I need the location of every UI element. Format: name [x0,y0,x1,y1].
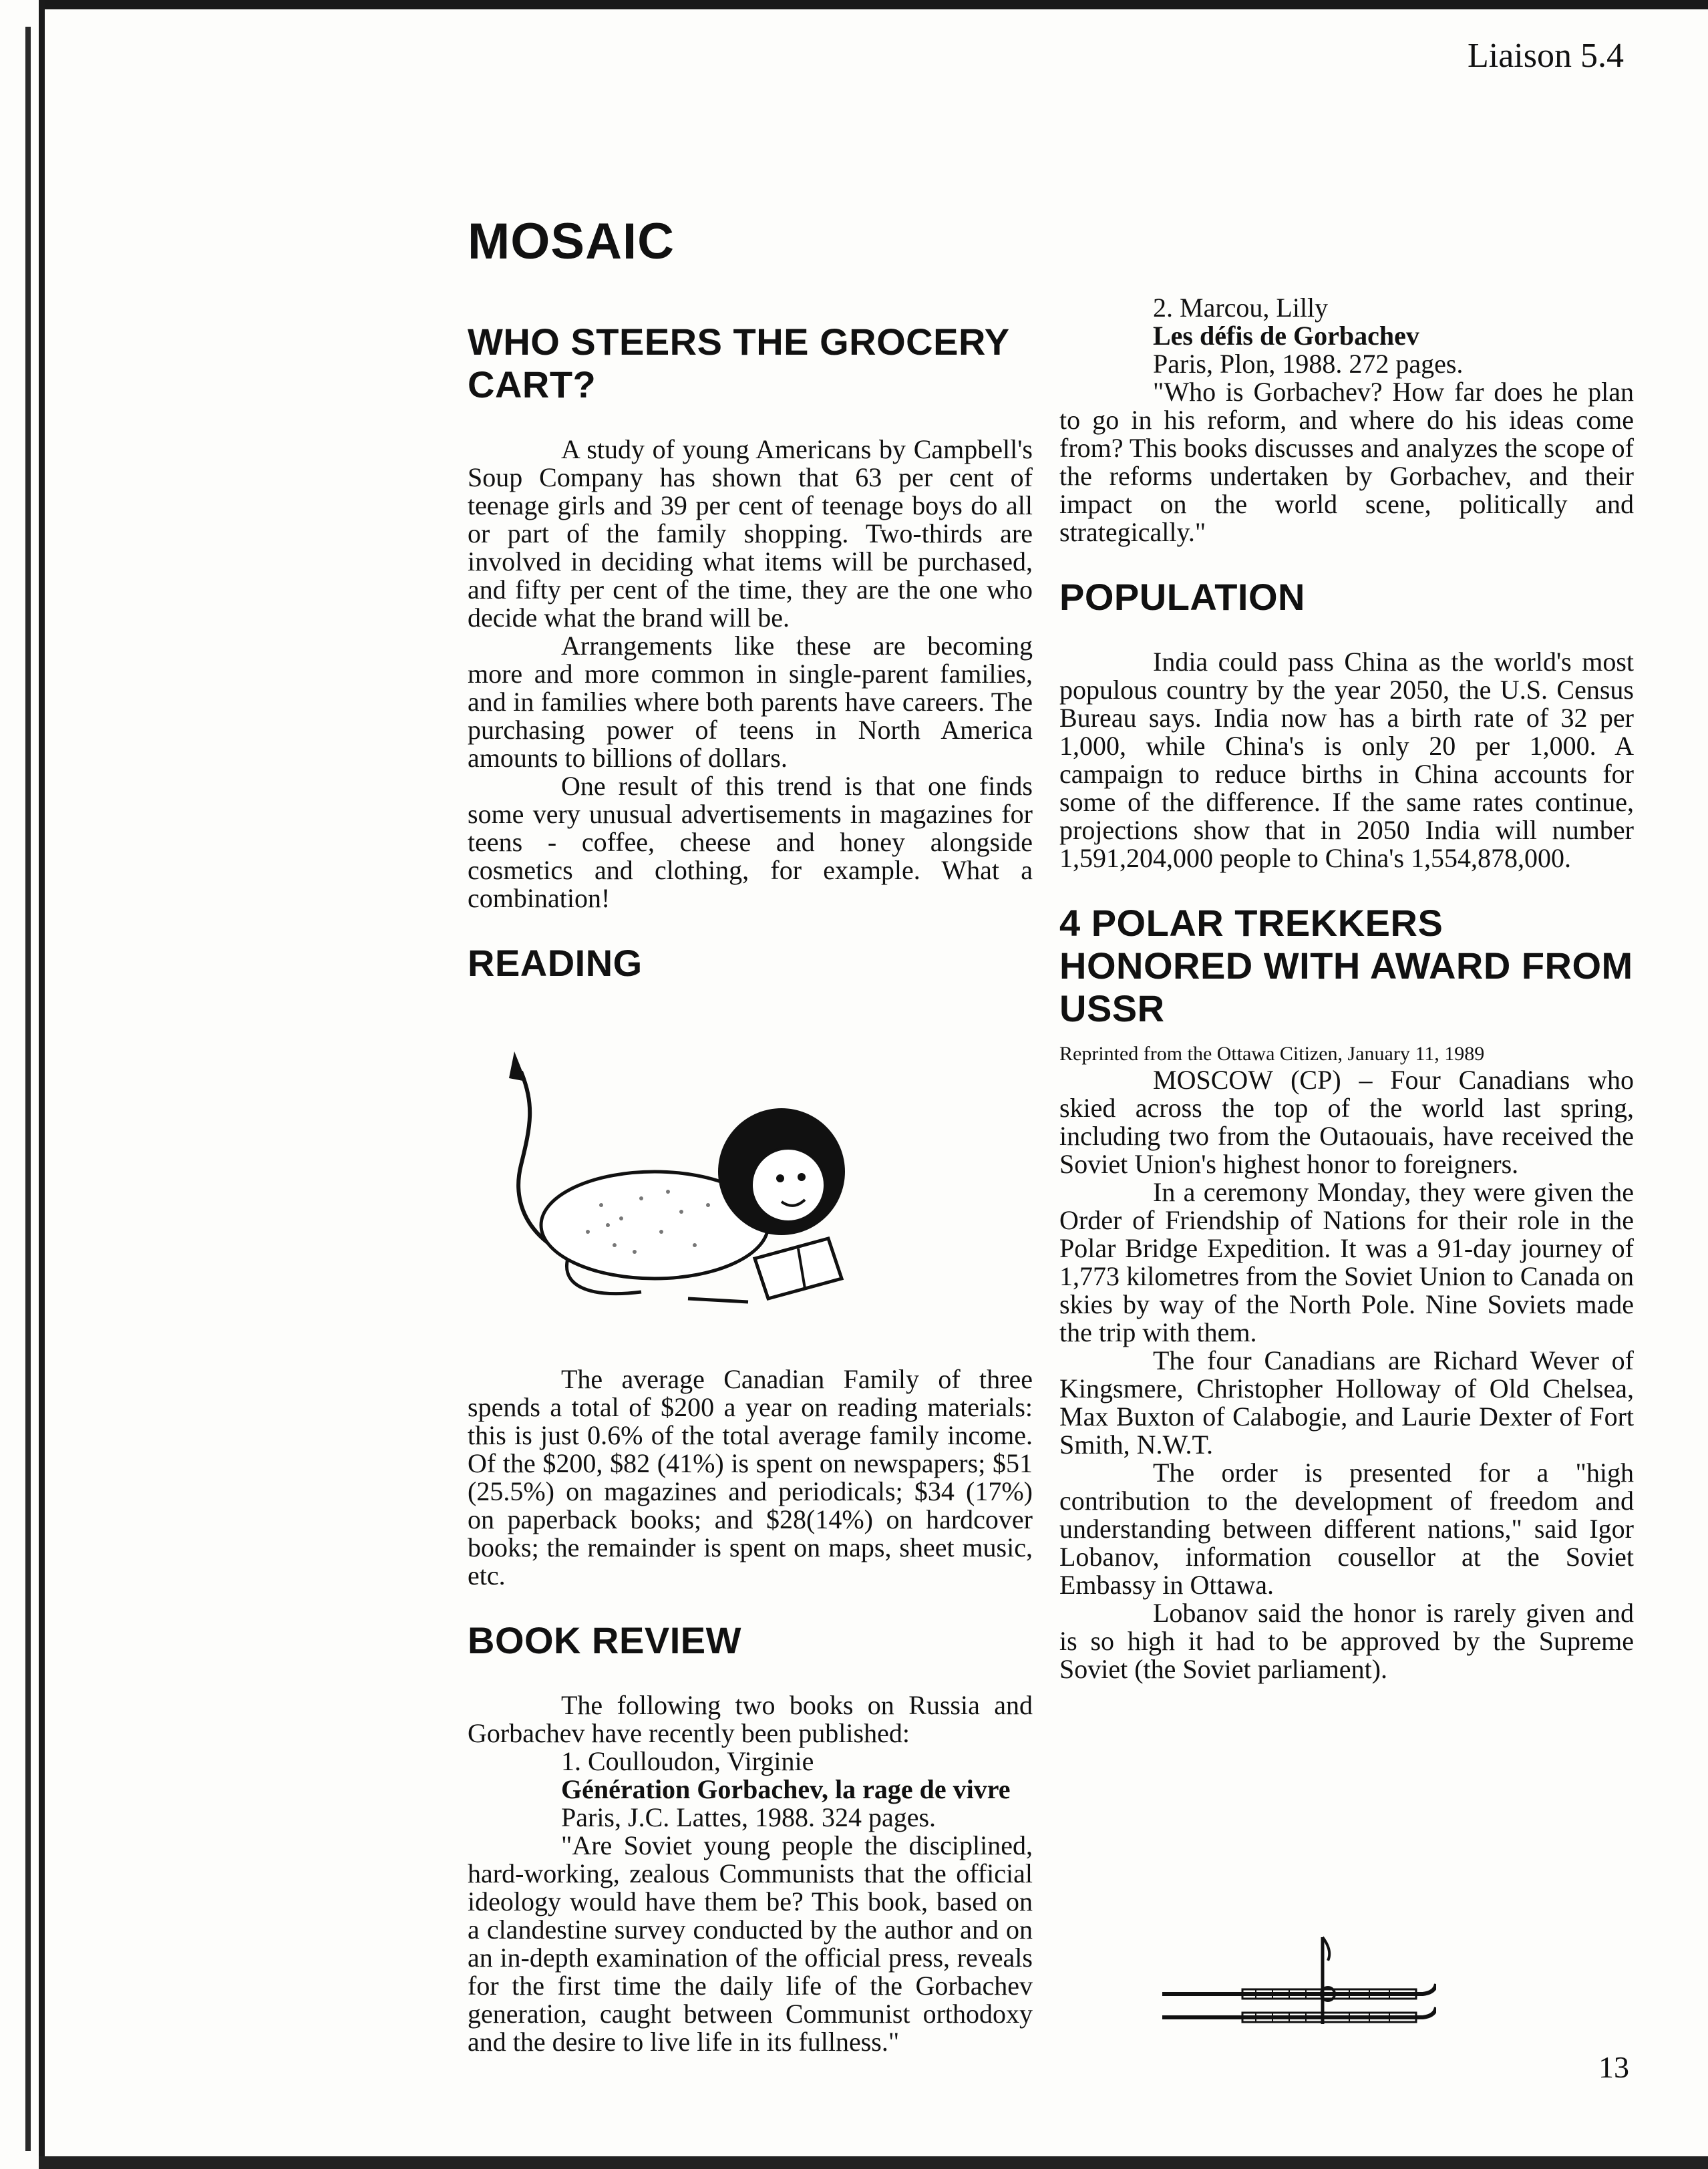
book2-publication: Paris, Plon, 1988. 272 pages. [1153,349,1464,379]
reprint-credit: Reprinted from the Ottawa Citizen, January 11, 1989 [1059,1043,1485,1065]
population-title: POPULATION [1059,576,1305,618]
right-column [1059,294,1634,1683]
polar-paragraph-2: In a ceremony Monday, they were given the Order of Friendship of Nations for their role in the Polar Bridge Expedition. It was a 91-day journey of 1,773 kilometres from the Soviet Union to Canada on skies by way of the North Pole. Nine Soviets made the trip with them. [1059,1177,1634,1347]
grocery-paragraph-2: Arrangements like these are becoming more and more common in single-parent families, and in families where both parents have careers. The purchasing power of teens in North America amounts to billions of dollars. [468,631,1033,773]
reading-paragraph: The average Canadian Family of three spends a total of $200 a year on reading materials: this is just 0.6% of the total average family income. Of the $200, $82 (41%) is spent on newspapers; $51 (25.5%) on magazines and periodicals; $34 (17%) on paperback books; and $28(14%) on hardcover books; the remainder is spent on maps, sheet music, etc. [468,1364,1033,1591]
book1-description: "Are Soviet young people the disciplined, hard-working, zealous Communists that the official ideology would have them be? This book, based on a clandestine survey conducted by the author and on an in-depth examination of the official press, reveals for the first time the daily life of the Gorbachev generation, caught between Communist orthodoxy and the desire to live life in its fullness." [468,1830,1033,2057]
book2-description: "Who is Gorbachev? How far does he plan to go in his reform, and where do his ideas come from? This books discusses and analyzes the scope of the reforms undertaken by Gorbachev, and their impact on the world scene, politically and strategically." [1059,377,1634,547]
left-column [468,321,1033,2056]
lion-reading-book-illustration [468,1045,882,1325]
population-paragraph: India could pass China as the world's most populous country by the year 2050, the U.S. Census Bureau says. India now has a birth rate of 32 per 1,000, while China's is only 20 per 1,000. A campaign to reduce births in China accounts for some of the difference. If the same rates continue, projections show that in 2050 India will number 1,591,204,000 people to China's 1,554,878,000. [1059,647,1634,873]
page-number: 13 [1598,2050,1629,2084]
polar-paragraph-4: The order is presented for a "high contribution to the development of freedom and understanding between different nations," said Igor Lobanov, information cousellor at the Soviet Embassy in Ottawa. [1059,1458,1634,1600]
book2-title: Les défis de Gorbachev [1153,321,1419,351]
grocery-paragraph-1: A study of young Americans by Campbell's Soup Company has shown that 63 per cent of teenage girls and 39 per cent of teenage boys do all or part of the family shopping. Two-thirds are involved in deciding what items will be purchased, and fifty per cent of the time, they are the one who decide what the brand will be. [468,434,1033,633]
polar-paragraph-1: MOSCOW (CP) – Four Canadians who skied across the top of the world last spring, including two from the Outaouais, have received the Soviet Union's highest honor to foreigners. [1059,1065,1634,1179]
grocery-title: WHO STEERS THE GROCERY CART? [468,321,1009,405]
reading-title: READING [468,942,643,984]
scan-top-edge [0,0,1708,9]
scan-bottom-edge [39,2156,1708,2169]
scan-left-edge [0,0,45,2169]
polar-paragraph-3: The four Canadians are Richard Wever of Kingsmere, Christopher Holloway of Old Chelsea, Max Buxton of Calabogie, and Laurie Dexter of Fort Smith, N.W.T. [1059,1345,1634,1460]
running-head: Liaison 5.4 [1468,37,1624,75]
section-title: MOSAIC [468,213,675,270]
grocery-paragraph-3: One result of this trend is that one finds some very unusual advertisements in magazines for teens - coffee, cheese and honey alongside cosmetics and clothing, for example. What a combination! [468,771,1033,913]
book-review-intro: The following two books on Russia and Gorbachev have recently been published: [468,1690,1033,1748]
book-review-title: BOOK REVIEW [468,1619,741,1661]
book1-title: Génération Gorbachev, la rage de vivre [561,1774,1011,1804]
book1-author: 1. Coulloudon, Virginie [561,1746,814,1776]
polar-paragraph-5: Lobanov said the honor is rarely given and is so high it had to be approved by the Supreme Soviet (the Soviet parliament). [1059,1598,1634,1684]
polar-title: 4 POLAR TREKKERS HONORED WITH AWARD FROM USSR [1059,902,1633,1029]
skis-and-pole-illustration [1156,1931,1436,2031]
book2-author: 2. Marcou, Lilly [1153,293,1329,323]
book1-publication: Paris, J.C. Lattes, 1988. 324 pages. [561,1802,936,1832]
